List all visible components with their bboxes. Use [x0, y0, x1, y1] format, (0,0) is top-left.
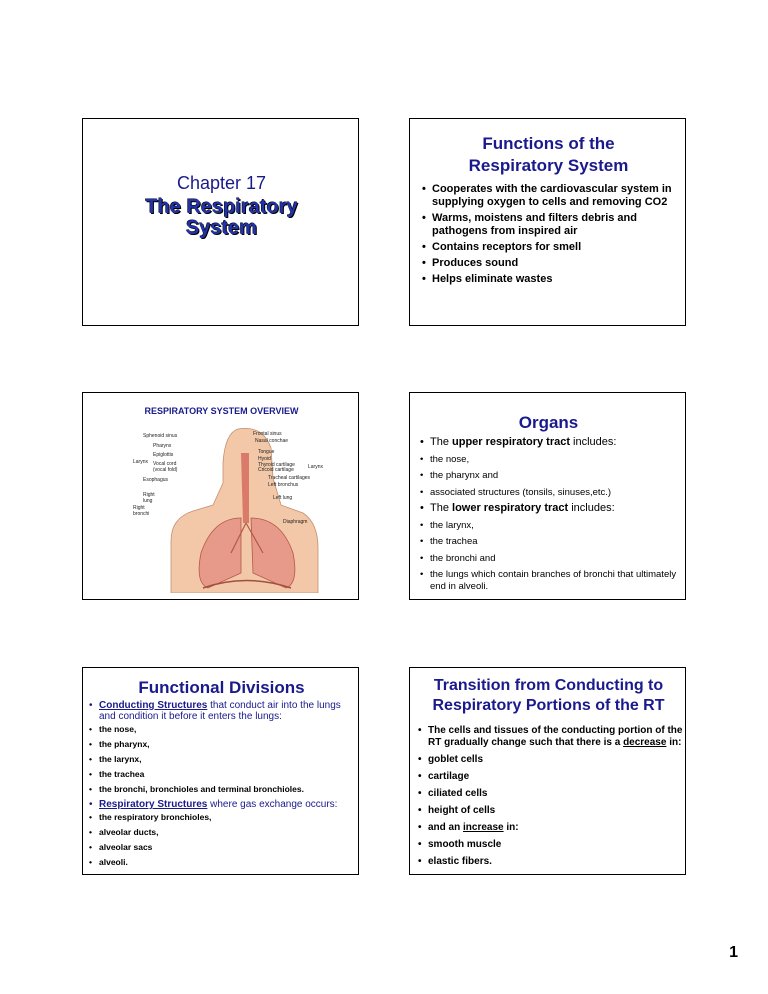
label-tracheal: Tracheal cartilages — [268, 475, 311, 481]
label-larynx-left: Larynx — [133, 459, 149, 465]
label-right: Right — [143, 492, 155, 498]
intro-item — [428, 725, 683, 749]
chapter-title — [83, 197, 359, 239]
label-frontal: Frontal sinus — [253, 431, 282, 437]
lower-suffix: includes: — [568, 502, 615, 514]
label-thyroid: Thyroid cartilage — [258, 462, 295, 468]
label-hyoid: Hyoid — [258, 456, 271, 462]
upper-prefix: The — [430, 436, 453, 448]
decrease-word: decrease — [623, 737, 667, 748]
label-right-2: Right — [133, 505, 145, 511]
label-sphenoid: Sphenoid sinus — [143, 433, 178, 439]
conducting-rest: that conduct air into the lungs and condition it before it enters the lungs: — [99, 700, 341, 722]
list-item: • alveoli. — [99, 857, 358, 868]
label-tongue: Tongue — [258, 449, 275, 455]
chapter-title-line2: System — [185, 217, 258, 239]
lower-prefix: The — [430, 502, 453, 514]
list-item: • cartilage — [428, 771, 683, 783]
upper-bold: upper respiratory tract — [452, 436, 570, 448]
respiratory-rest: where gas exchange occurs: — [207, 799, 338, 810]
increase-item — [428, 822, 683, 834]
list-item: • Produces sound — [432, 257, 684, 270]
respiratory-diagram — [113, 423, 333, 593]
list-item: • the nose, — [430, 454, 685, 466]
list-item: • the trachea — [99, 769, 358, 780]
list-item: • Helps eliminate wastes — [432, 273, 684, 286]
list-item: • alveolar ducts, — [99, 827, 358, 838]
slide-title: Organs — [518, 413, 579, 432]
label-cricoid: Cricoid cartilage — [258, 467, 294, 473]
respiratory-heading — [99, 799, 358, 810]
label-pharynx: Pharynx — [153, 443, 172, 449]
page-number: 1 — [729, 944, 738, 961]
list-item: • ciliated cells — [428, 788, 683, 800]
label-larynx-right: Larynx — [308, 464, 324, 470]
label-epiglottis: Epiglottis — [153, 452, 174, 458]
list-item: • alveolar sacs — [99, 842, 358, 853]
intro-end: in: — [666, 737, 682, 748]
slide-title-line2: Respiratory Portions of the RT — [432, 697, 665, 714]
list-item: • smooth muscle — [428, 839, 683, 851]
list-item: • the larynx, — [99, 754, 358, 765]
slide-title: Functional Divisions — [138, 678, 305, 697]
slide-title — [410, 133, 686, 177]
chapter-title-line1: The Respiratory — [145, 196, 298, 218]
label-esophagus: Esophagus — [143, 477, 169, 483]
label-lung: lung — [143, 498, 153, 504]
slide-chapter-title — [82, 118, 359, 326]
increase-word: increase — [463, 822, 504, 833]
slide-overview — [82, 392, 359, 600]
label-left-bronchus: Left bronchus — [268, 482, 299, 488]
list-item: • Contains receptors for smell — [432, 241, 684, 254]
increase-prefix: and an — [428, 822, 464, 833]
lower-tract-heading — [430, 503, 685, 515]
list-item: • height of cells — [428, 805, 683, 817]
slide-title-line1: Transition from Conducting to — [433, 677, 664, 694]
list-item: • the trachea — [430, 536, 685, 548]
label-nasal: Nasal conchae — [255, 438, 289, 444]
slide-title — [410, 676, 686, 716]
list-item: • Warms, moistens and filters debris and pathogens from inspired air — [432, 212, 684, 238]
label-left-lung: Left lung — [273, 495, 293, 501]
list-item: • the pharynx and — [430, 470, 685, 482]
chapter-number: Chapter 17 — [176, 173, 267, 193]
list-item: • associated structures (tonsils, sinuses,etc.) — [430, 487, 685, 499]
slide-title-line1: Functions of the — [482, 134, 615, 153]
list-item: • goblet cells — [428, 754, 683, 766]
list-item: • elastic fibers. — [428, 856, 683, 868]
list-item: • the nose, — [99, 724, 358, 735]
list-item: • the lungs which contain branches of bronchi that ultimately end in alveoli. — [430, 569, 685, 592]
label-bronchi: bronchi — [133, 511, 150, 517]
divisions-list — [99, 700, 358, 872]
slide-title-line2: Respiratory System — [468, 156, 629, 175]
slide-title: RESPIRATORY SYSTEM OVERVIEW — [144, 406, 299, 416]
intro-text: The cells and tissues of the conducting portion of the RT gradually change such that there is a — [428, 725, 683, 748]
conducting-heading — [99, 700, 358, 722]
organs-list — [430, 437, 685, 597]
label-diaphragm: Diaphragm — [283, 519, 308, 525]
label-vocal-cord: Vocal cord — [153, 461, 177, 467]
list-item: • the bronchi and — [430, 553, 685, 565]
slide-functional-divisions — [82, 667, 359, 875]
list-item: • the bronchi, bronchioles and terminal bronchioles. — [99, 784, 358, 795]
transition-list — [428, 725, 683, 873]
list-item: • the larynx, — [430, 520, 685, 532]
respiratory-bold: Respiratory Structures — [99, 799, 208, 810]
conducting-bold: Conducting Structures — [99, 700, 208, 711]
list-item: • the respiratory bronchioles, — [99, 812, 358, 823]
list-item: • Cooperates with the cardiovascular system in supplying oxygen to cells and removing CO2 — [432, 183, 684, 209]
upper-suffix: includes: — [570, 436, 617, 448]
slide-functions — [409, 118, 686, 326]
list-item: • the pharynx, — [99, 739, 358, 750]
label-vocal-fold: (vocal fold) — [153, 467, 178, 473]
lower-bold: lower respiratory tract — [452, 502, 569, 514]
upper-tract-heading — [430, 437, 685, 449]
slide-transition — [409, 667, 686, 875]
slide-organs — [409, 392, 686, 600]
increase-end: in: — [503, 822, 519, 833]
functions-list — [432, 183, 684, 289]
